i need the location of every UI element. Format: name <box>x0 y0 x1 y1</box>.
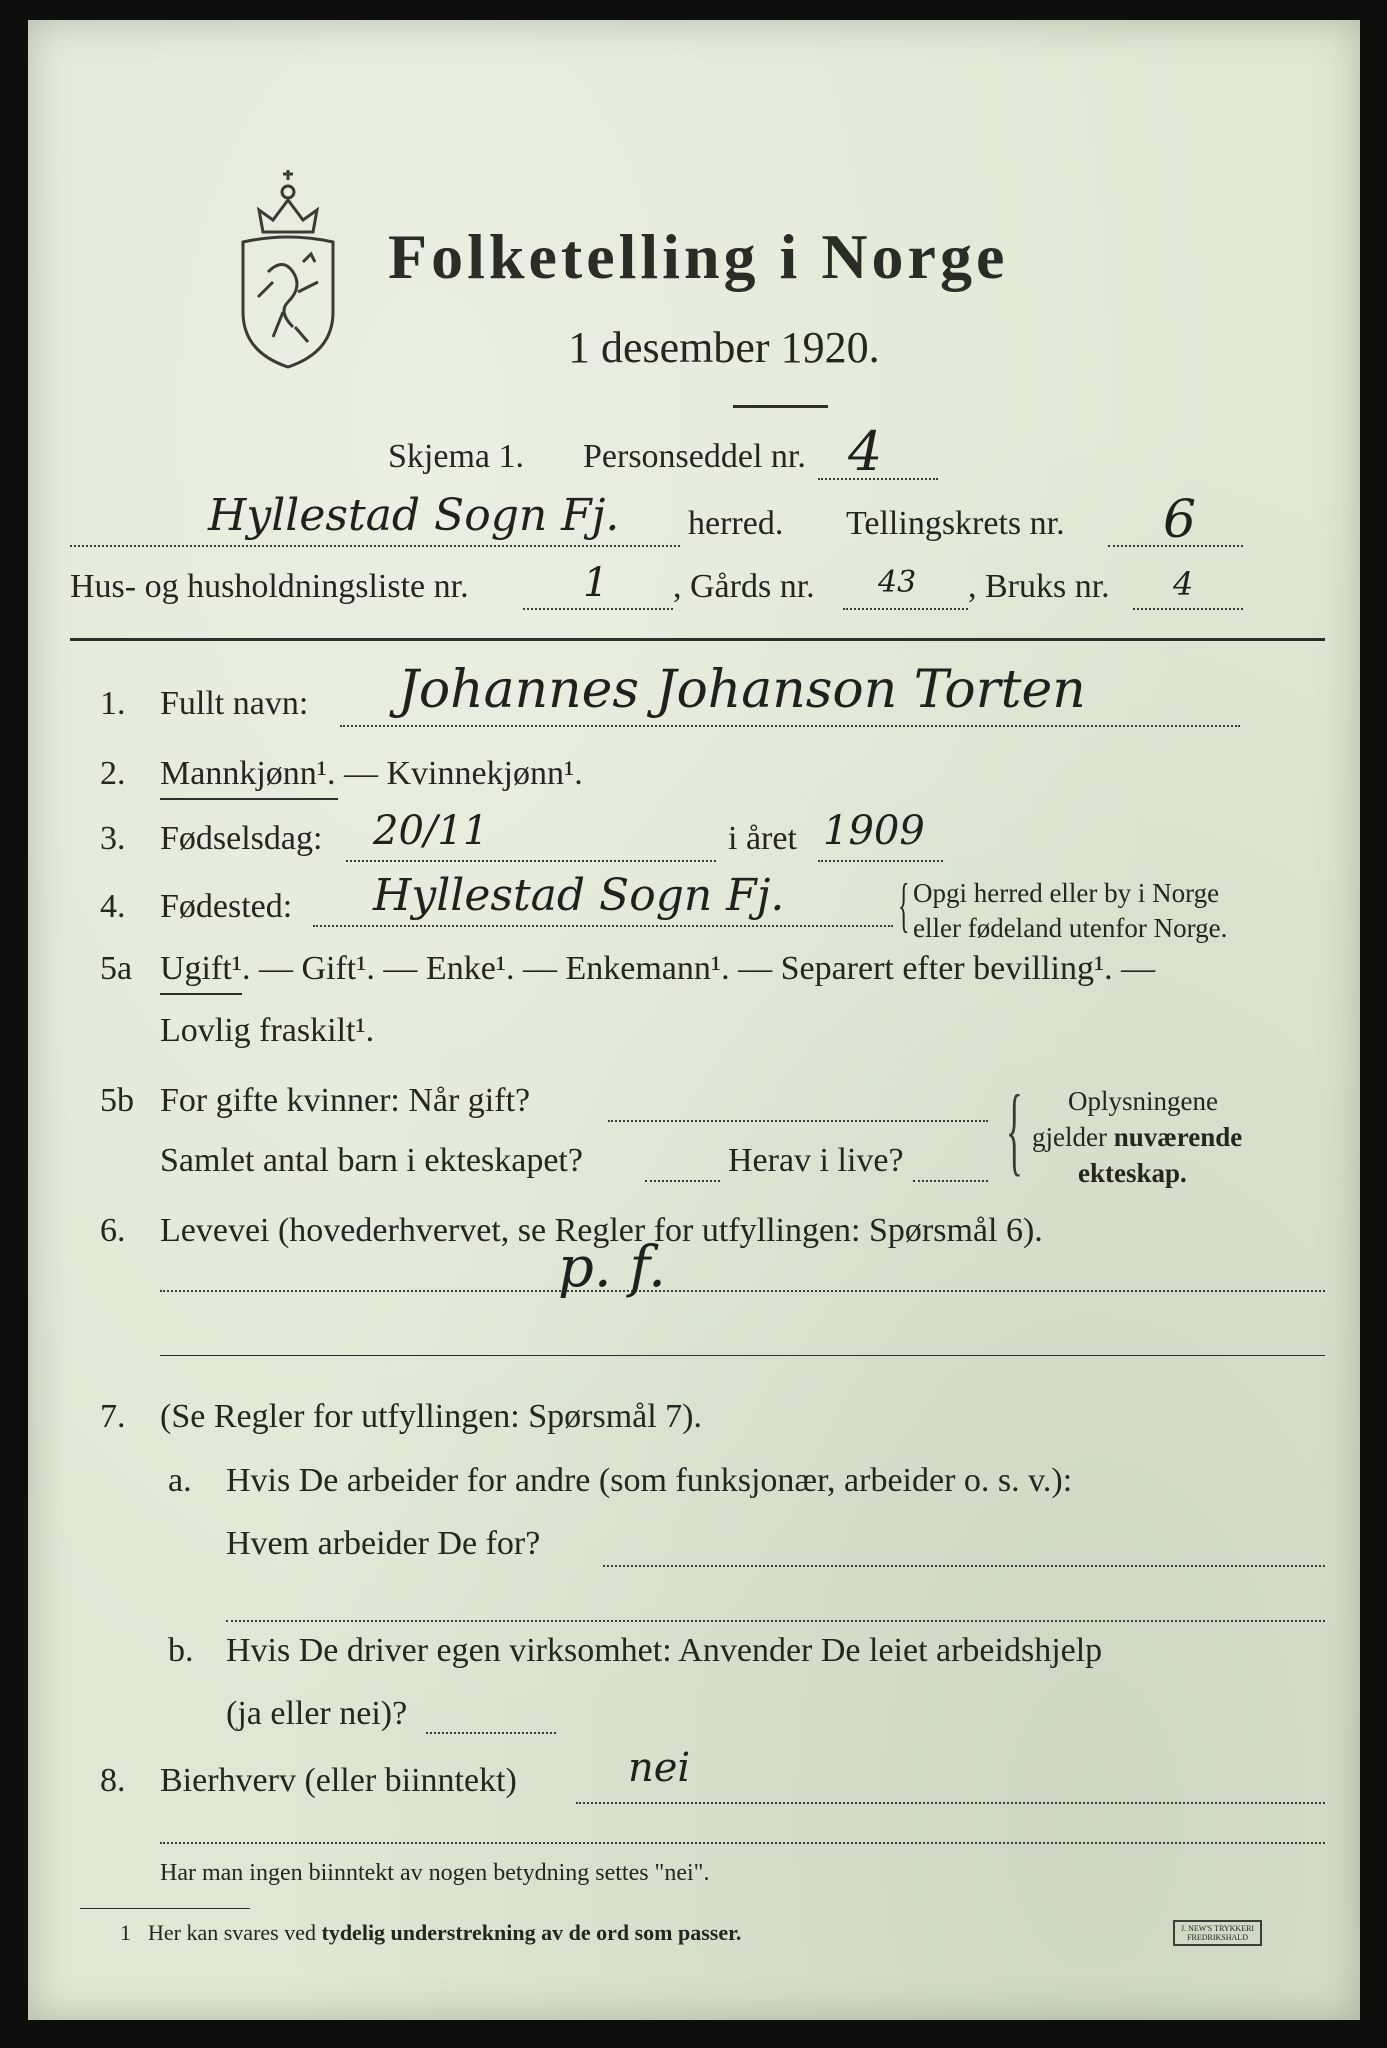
q2-number: 2. <box>100 755 126 792</box>
occupation-value: p. f. <box>558 1235 666 1300</box>
footnote-text <box>148 1920 741 1946</box>
husholdning-line <box>523 608 673 610</box>
side-income-line <box>576 1802 1325 1804</box>
alive-label: Herav i live? <box>728 1142 904 1179</box>
q5b-note-2a: gjelder <box>1032 1122 1114 1152</box>
children-label: Samlet antal barn i ekteskapet? <box>160 1142 583 1179</box>
gards-value: 43 <box>878 565 917 600</box>
q3-label: Fødselsdag: <box>160 820 323 857</box>
footnote-text-b: tydelig understrekning av de ord som passer. <box>321 1920 742 1945</box>
printer-stamp <box>1173 1920 1262 1946</box>
gender-options: Mannkjønn¹. — Kvinnekjønn¹. <box>160 755 583 792</box>
q4-label: Fødested: <box>160 888 293 925</box>
q5b-note-2b: nuværende <box>1113 1122 1243 1152</box>
side-income-note: Har man ingen biinntekt av nogen betydning settes "nei". <box>160 1860 710 1886</box>
tellingskrets-label: Tellingskrets nr. <box>846 505 1065 542</box>
q5b-note-2 <box>1032 1122 1242 1153</box>
birthday-value: 20/11 <box>373 808 489 854</box>
birthplace-value: Hyllestad Sogn Fj. <box>373 870 785 921</box>
marital-options: Ugift¹. — Gift¹. — Enke¹. — Enkemann¹. — Separert efter bevilling¹. — <box>160 950 1156 987</box>
header-rule <box>70 638 1325 641</box>
q7-number: 7. <box>100 1398 126 1435</box>
census-form <box>28 20 1360 2020</box>
bruks-label: , Bruks nr. <box>968 568 1110 605</box>
q7a-line2: Hvem arbeider De for? <box>226 1525 541 1562</box>
q5a-number: 5a <box>100 950 133 987</box>
q1-label: Fullt navn: <box>160 685 309 722</box>
hired-help-line <box>426 1732 556 1734</box>
q1-line <box>340 725 1240 727</box>
personseddel-value: 4 <box>848 420 883 483</box>
q1-number: 1. <box>100 685 126 722</box>
q7b-line1: Hvis De driver egen virksomhet: Anvender De leiet arbeidshjelp <box>226 1632 1103 1669</box>
bruks-value: 4 <box>1173 565 1194 603</box>
married-when-label: For gifte kvinner: Når gift? <box>160 1082 531 1119</box>
personseddel-label: Personseddel nr. <box>583 438 806 475</box>
form-title: Folketelling i Norge <box>388 221 1009 292</box>
q7a-letter: a. <box>168 1462 192 1499</box>
alive-line <box>913 1180 988 1182</box>
bruks-line <box>1133 608 1243 610</box>
q7b-letter: b. <box>168 1632 194 1669</box>
side-income-value: nei <box>628 1745 691 1791</box>
married-when-line <box>608 1120 988 1122</box>
occupation-line <box>160 1290 1325 1292</box>
tellingskrets-value: 6 <box>1163 490 1197 550</box>
skjema-label: Skjema 1. <box>388 438 524 475</box>
q8-number: 8. <box>100 1762 126 1799</box>
ugift-underline <box>160 993 242 995</box>
q6-label: Levevei (hovederhvervet, se Regler for utfyllingen: Spørsmål 6). <box>160 1212 1043 1249</box>
q6-number: 6. <box>100 1212 126 1249</box>
birthplace-note-1: Opgi herred eller by i Norge <box>913 878 1220 908</box>
husholdning-label: Hus- og husholdningsliste nr. <box>70 568 469 605</box>
q3-number: 3. <box>100 820 126 857</box>
stamp-line-2: FREDRIKSHALD <box>1187 1933 1248 1942</box>
footnote-rule <box>80 1908 250 1909</box>
q5b-number: 5b <box>100 1082 134 1119</box>
coat-of-arms-icon <box>233 162 343 372</box>
gards-line <box>843 608 968 610</box>
q5b-note-3: ekteskap. <box>1078 1158 1187 1188</box>
census-date: 1 desember 1920. <box>568 323 880 372</box>
title-divider <box>733 405 828 408</box>
footnote-text-a: Her kan svares ved <box>148 1920 322 1945</box>
q8-label: Bierhverv (eller biinntekt) <box>160 1762 517 1799</box>
herred-value: Hyllestad Sogn Fj. <box>208 490 620 541</box>
herred-line <box>70 545 680 547</box>
herred-label: herred. <box>688 505 784 542</box>
q5b-note-1: Oplysningene <box>1068 1086 1218 1116</box>
full-name-value: Johannes Johanson Torten <box>398 660 1086 720</box>
gards-label: , Gårds nr. <box>673 568 815 605</box>
q7b-line2: (ja eller nei)? <box>226 1695 408 1732</box>
birthplace-line <box>313 925 893 927</box>
occupation-line-2 <box>160 1355 1325 1356</box>
birthday-line <box>346 860 716 862</box>
footnote-mark: 1 <box>120 1920 131 1945</box>
q4-number: 4. <box>100 888 126 925</box>
q5b-brace: { <box>1006 1074 1023 1185</box>
q7a-line1: Hvis De arbeider for andre (som funksjonær, arbeider o. s. v.): <box>226 1462 1073 1499</box>
mannkjonn-underline <box>160 798 338 800</box>
birth-year-value: 1909 <box>823 808 925 854</box>
stamp-line-1: J. NEW'S TRYKKERI <box>1181 1924 1255 1933</box>
employer-line <box>603 1565 1325 1567</box>
q4-brace: { <box>898 872 910 938</box>
q7-label: (Se Regler for utfyllingen: Spørsmål 7). <box>160 1398 703 1435</box>
employer-line-2 <box>226 1620 1325 1622</box>
husholdning-value: 1 <box>583 560 609 606</box>
birthplace-note-2: eller fødeland utenfor Norge. <box>913 913 1228 943</box>
marital-options-2: Lovlig fraskilt¹. <box>160 1012 375 1049</box>
children-line <box>645 1180 720 1182</box>
year-label: i året <box>728 820 797 857</box>
side-income-line-2 <box>160 1842 1325 1844</box>
year-line <box>818 860 943 862</box>
